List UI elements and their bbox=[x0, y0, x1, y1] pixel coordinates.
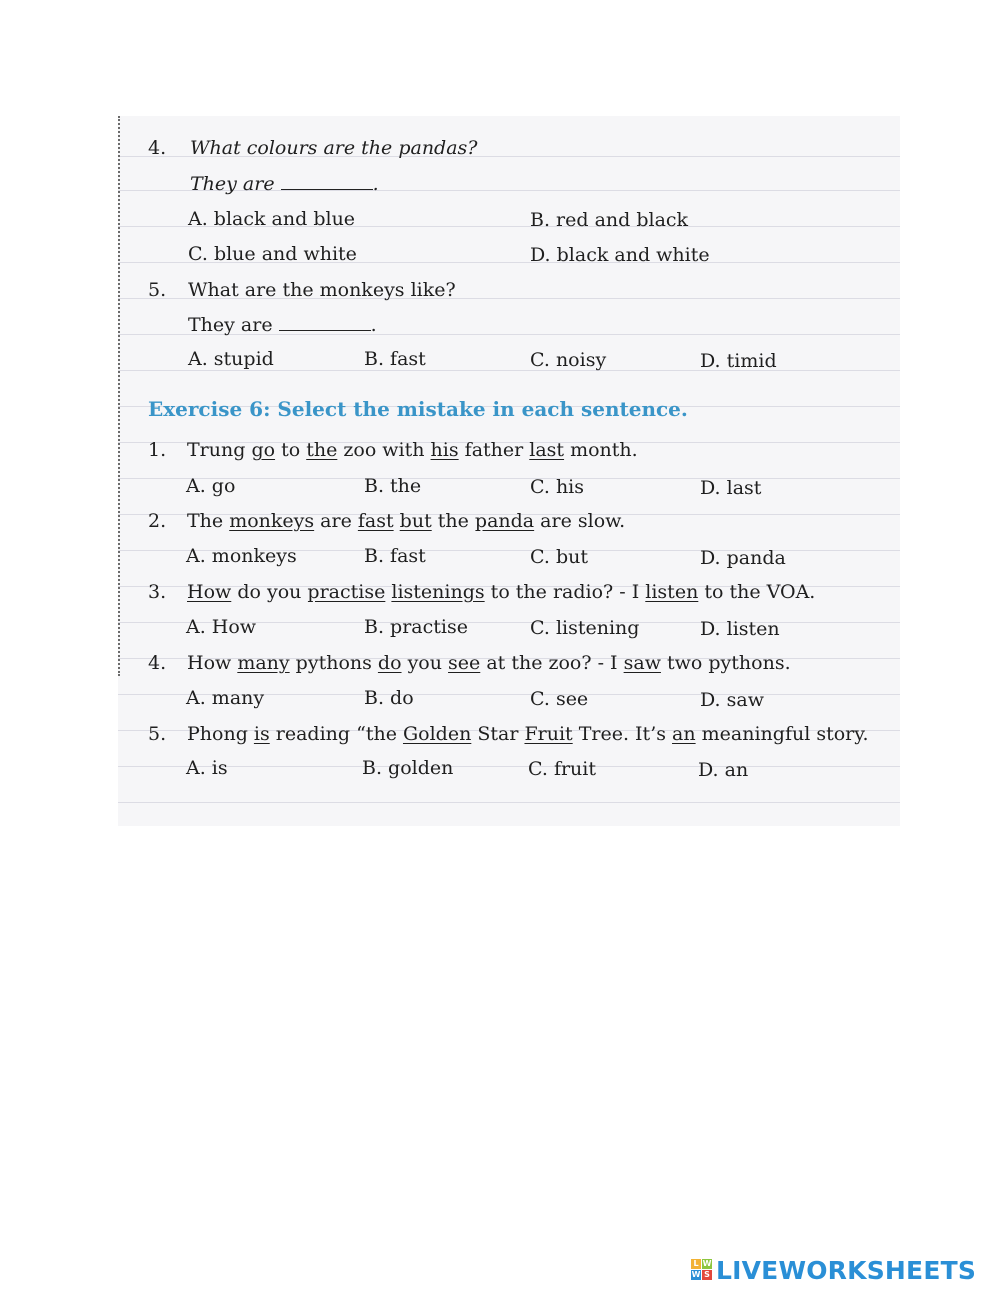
sentence bbox=[187, 651, 791, 675]
underlined-word: fast bbox=[357, 510, 394, 532]
option-c[interactable]: C. noisy bbox=[530, 349, 607, 371]
answer-blank[interactable] bbox=[281, 171, 373, 190]
option-a[interactable]: A. How bbox=[186, 616, 257, 638]
icon-tile: W bbox=[691, 1270, 701, 1279]
question-number: 4. bbox=[148, 137, 167, 159]
question-number: 2. bbox=[148, 510, 167, 532]
option-a[interactable]: A. stupid bbox=[188, 348, 274, 370]
underlined-word: the bbox=[306, 439, 338, 461]
option-d[interactable]: D. listen bbox=[700, 618, 780, 640]
sentence-part: are slow. bbox=[534, 510, 626, 532]
underlined-word: Fruit bbox=[524, 723, 573, 745]
bleed-line bbox=[118, 766, 900, 767]
option-d[interactable]: D. panda bbox=[700, 547, 786, 569]
question-number: 3. bbox=[148, 581, 167, 603]
option-a[interactable]: A. go bbox=[186, 475, 236, 497]
question-number: 5. bbox=[148, 723, 167, 745]
option-d[interactable]: D. timid bbox=[700, 350, 777, 372]
option-b[interactable]: B. fast bbox=[364, 545, 426, 567]
sentence-part: are bbox=[314, 510, 358, 532]
sentence-part: reading “the bbox=[269, 723, 403, 745]
sentence-part: Star bbox=[471, 723, 525, 745]
option-c[interactable]: C. blue and white bbox=[188, 243, 357, 265]
prompt-suffix: . bbox=[372, 173, 379, 195]
underlined-word: see bbox=[448, 652, 481, 674]
sentence-part: How bbox=[187, 652, 238, 674]
option-d[interactable]: D. saw bbox=[700, 689, 764, 711]
prompt-prefix: They are bbox=[188, 314, 273, 336]
question-number: 5. bbox=[148, 279, 167, 301]
prompt-suffix: . bbox=[370, 314, 377, 336]
sentence-part: to bbox=[275, 439, 307, 461]
underlined-word: do bbox=[377, 652, 402, 674]
sentence-part: pythons bbox=[289, 652, 378, 674]
option-d[interactable]: D. an bbox=[698, 759, 749, 781]
underlined-word: many bbox=[237, 652, 290, 674]
sentence bbox=[187, 580, 815, 604]
option-b[interactable]: B. practise bbox=[364, 616, 468, 638]
underlined-word: panda bbox=[474, 510, 535, 532]
option-c[interactable]: C. listening bbox=[530, 617, 640, 639]
underlined-word: his bbox=[430, 439, 459, 461]
question-text: What colours are the pandas? bbox=[190, 137, 478, 159]
sentence-part: zoo with bbox=[337, 439, 431, 461]
option-b[interactable]: B. the bbox=[364, 475, 422, 497]
option-a[interactable]: A. is bbox=[186, 757, 228, 779]
option-d[interactable]: D. last bbox=[700, 477, 762, 499]
answer-prompt bbox=[190, 171, 379, 196]
underlined-word: Golden bbox=[402, 723, 472, 745]
option-a[interactable]: A. monkeys bbox=[186, 545, 297, 567]
answer-blank[interactable] bbox=[279, 312, 371, 331]
sentence-part: to the radio? - I bbox=[484, 581, 646, 603]
question-number: 1. bbox=[148, 439, 167, 461]
logo-text: LIVEWORKSHEETS bbox=[716, 1255, 977, 1285]
sentence bbox=[187, 438, 638, 462]
liveworksheets-icon bbox=[691, 1259, 713, 1281]
option-b[interactable]: B. fast bbox=[364, 348, 426, 370]
underlined-word: monkeys bbox=[229, 510, 315, 532]
underlined-word: an bbox=[672, 723, 696, 745]
prompt-prefix: They are bbox=[190, 173, 275, 195]
option-a[interactable]: A. many bbox=[186, 687, 265, 709]
option-c[interactable]: C. see bbox=[530, 688, 589, 710]
bleed-line bbox=[118, 802, 900, 803]
underlined-word: go bbox=[251, 439, 276, 461]
sentence-part: do you bbox=[231, 581, 308, 603]
underlined-word: but bbox=[399, 510, 432, 532]
option-b[interactable]: B. red and black bbox=[530, 209, 689, 231]
underlined-word: How bbox=[187, 581, 232, 603]
option-b[interactable]: B. golden bbox=[362, 757, 454, 779]
underlined-word: listenings bbox=[391, 581, 485, 603]
underlined-word: is bbox=[253, 723, 270, 745]
sentence-part: two pythons. bbox=[660, 652, 791, 674]
binding-edge bbox=[118, 116, 120, 676]
underlined-word: practise bbox=[307, 581, 386, 603]
underlined-word: saw bbox=[623, 652, 661, 674]
underlined-word: listen bbox=[645, 581, 699, 603]
sentence-part: to the VOA. bbox=[698, 581, 816, 603]
answer-prompt bbox=[188, 312, 377, 337]
exercise-title: Exercise 6: Select the mistake in each sentence. bbox=[148, 397, 688, 421]
question-number: 4. bbox=[148, 652, 167, 674]
sentence-part: month. bbox=[564, 439, 638, 461]
sentence-part: Phong bbox=[187, 723, 254, 745]
option-d[interactable]: D. black and white bbox=[530, 244, 710, 266]
liveworksheets-logo bbox=[691, 1254, 976, 1286]
option-c[interactable]: C. fruit bbox=[528, 758, 597, 780]
sentence-part: the bbox=[431, 510, 475, 532]
sentence-part: Trung bbox=[187, 439, 252, 461]
icon-tile: S bbox=[702, 1270, 712, 1280]
sentence-part: meaningful story. bbox=[695, 723, 869, 745]
option-c[interactable]: C. but bbox=[530, 546, 588, 568]
sentence bbox=[187, 722, 869, 746]
sentence-part: at the zoo? - I bbox=[480, 652, 624, 674]
sentence-part: you bbox=[401, 652, 449, 674]
icon-tile: W bbox=[702, 1259, 712, 1268]
sentence-part: father bbox=[458, 439, 530, 461]
question-text: What are the monkeys like? bbox=[188, 279, 456, 301]
sentence-part: Tree. It’s bbox=[572, 723, 673, 745]
option-c[interactable]: C. his bbox=[530, 476, 585, 498]
sentence bbox=[187, 509, 625, 533]
option-b[interactable]: B. do bbox=[364, 687, 414, 709]
underlined-word: last bbox=[529, 439, 565, 461]
sentence-part: The bbox=[187, 510, 230, 532]
icon-tile: L bbox=[691, 1259, 701, 1269]
option-a[interactable]: A. black and blue bbox=[188, 208, 356, 230]
